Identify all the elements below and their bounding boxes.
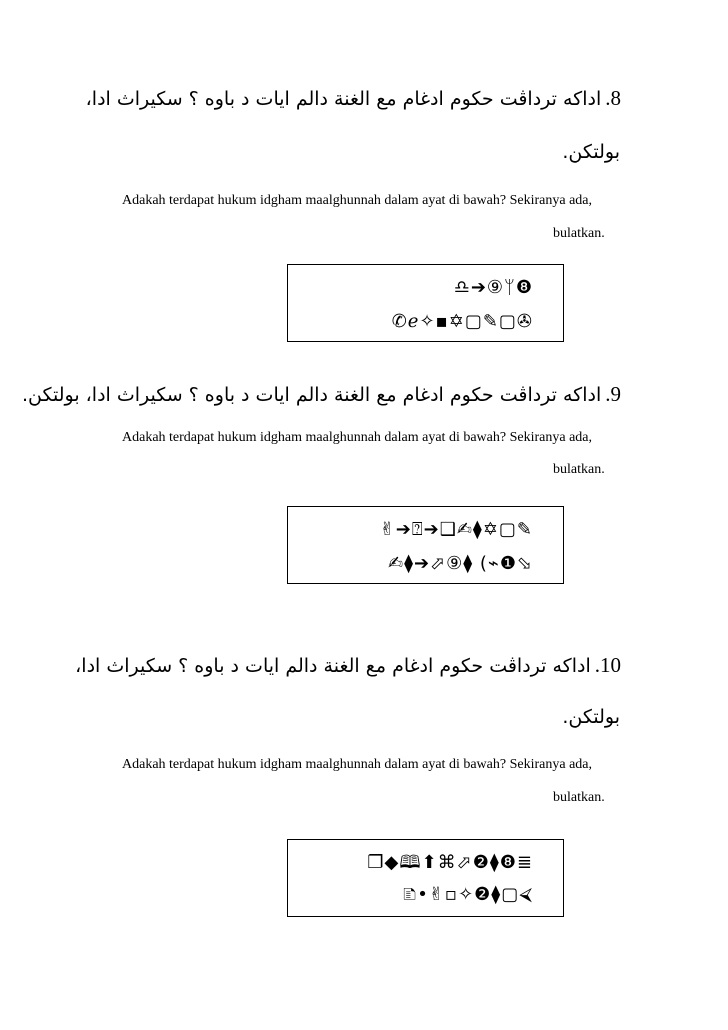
question-8-english-line2: bulatkan. — [553, 226, 605, 241]
arabic-text: اداكه ترداڤت حكوم ادغام مع الغنة دالم ايات د باوه ؟ سکيراث ادا، — [75, 655, 591, 677]
verse-line: ✇▢✎▢✡▪✧ℯ✆ — [391, 311, 533, 332]
arabic-text: اداكه ترداڤت حكوم ادغام مع الغنة دالم ايات د باوه ؟ سکيراث ادا، بولتكن. — [22, 384, 602, 406]
arabic-text: اداكه ترداڤت حكوم ادغام مع الغنة دالم ايات د باوه ؟ سکيراث ادا، — [85, 88, 602, 110]
question-8-arabic-line2: بولتكن. — [562, 141, 620, 163]
question-8-arabic-line1 — [86, 86, 621, 111]
question-8-english-line1: Adakah terdapat hukum idgham maalghunnah dalam ayat di bawah? Sekiranya ada, — [122, 193, 592, 208]
question-9-verse-box — [287, 506, 564, 584]
question-9-english-line2: bulatkan. — [553, 462, 605, 477]
verse-line: ✎▢✡⧫✍❑➔⍰➔✌ — [379, 519, 533, 540]
question-number: 10. — [594, 653, 621, 677]
question-9-english-line1: Adakah terdapat hukum idgham maalghunnah dalam ayat di bawah? Sekiranya ada, — [122, 430, 592, 445]
verse-line: ≣❽⧫❷⬀⌘⬆🕮◆❐ — [367, 852, 533, 873]
verse-line: ❽ᛘ⑨➔♎ — [453, 277, 533, 298]
question-number: 8. — [605, 86, 621, 110]
verse-line: ⬂❶⌁) ⧫⑨⬀➔⧫✍ — [388, 553, 533, 574]
verse-line: ⮘▢⧫❷✧▫✌•🗈 — [403, 884, 533, 905]
question-10-english-line2: bulatkan. — [553, 790, 605, 805]
question-number: 9. — [605, 382, 621, 406]
question-10-verse-box — [287, 839, 564, 917]
question-10-arabic-line2: بولتكن. — [562, 706, 620, 728]
question-10-english-line1: Adakah terdapat hukum idgham maalghunnah dalam ayat di bawah? Sekiranya ada, — [122, 757, 592, 772]
question-8-verse-box — [287, 264, 564, 342]
question-9-arabic-line1 — [22, 382, 621, 407]
question-10-arabic-line1 — [75, 653, 621, 678]
